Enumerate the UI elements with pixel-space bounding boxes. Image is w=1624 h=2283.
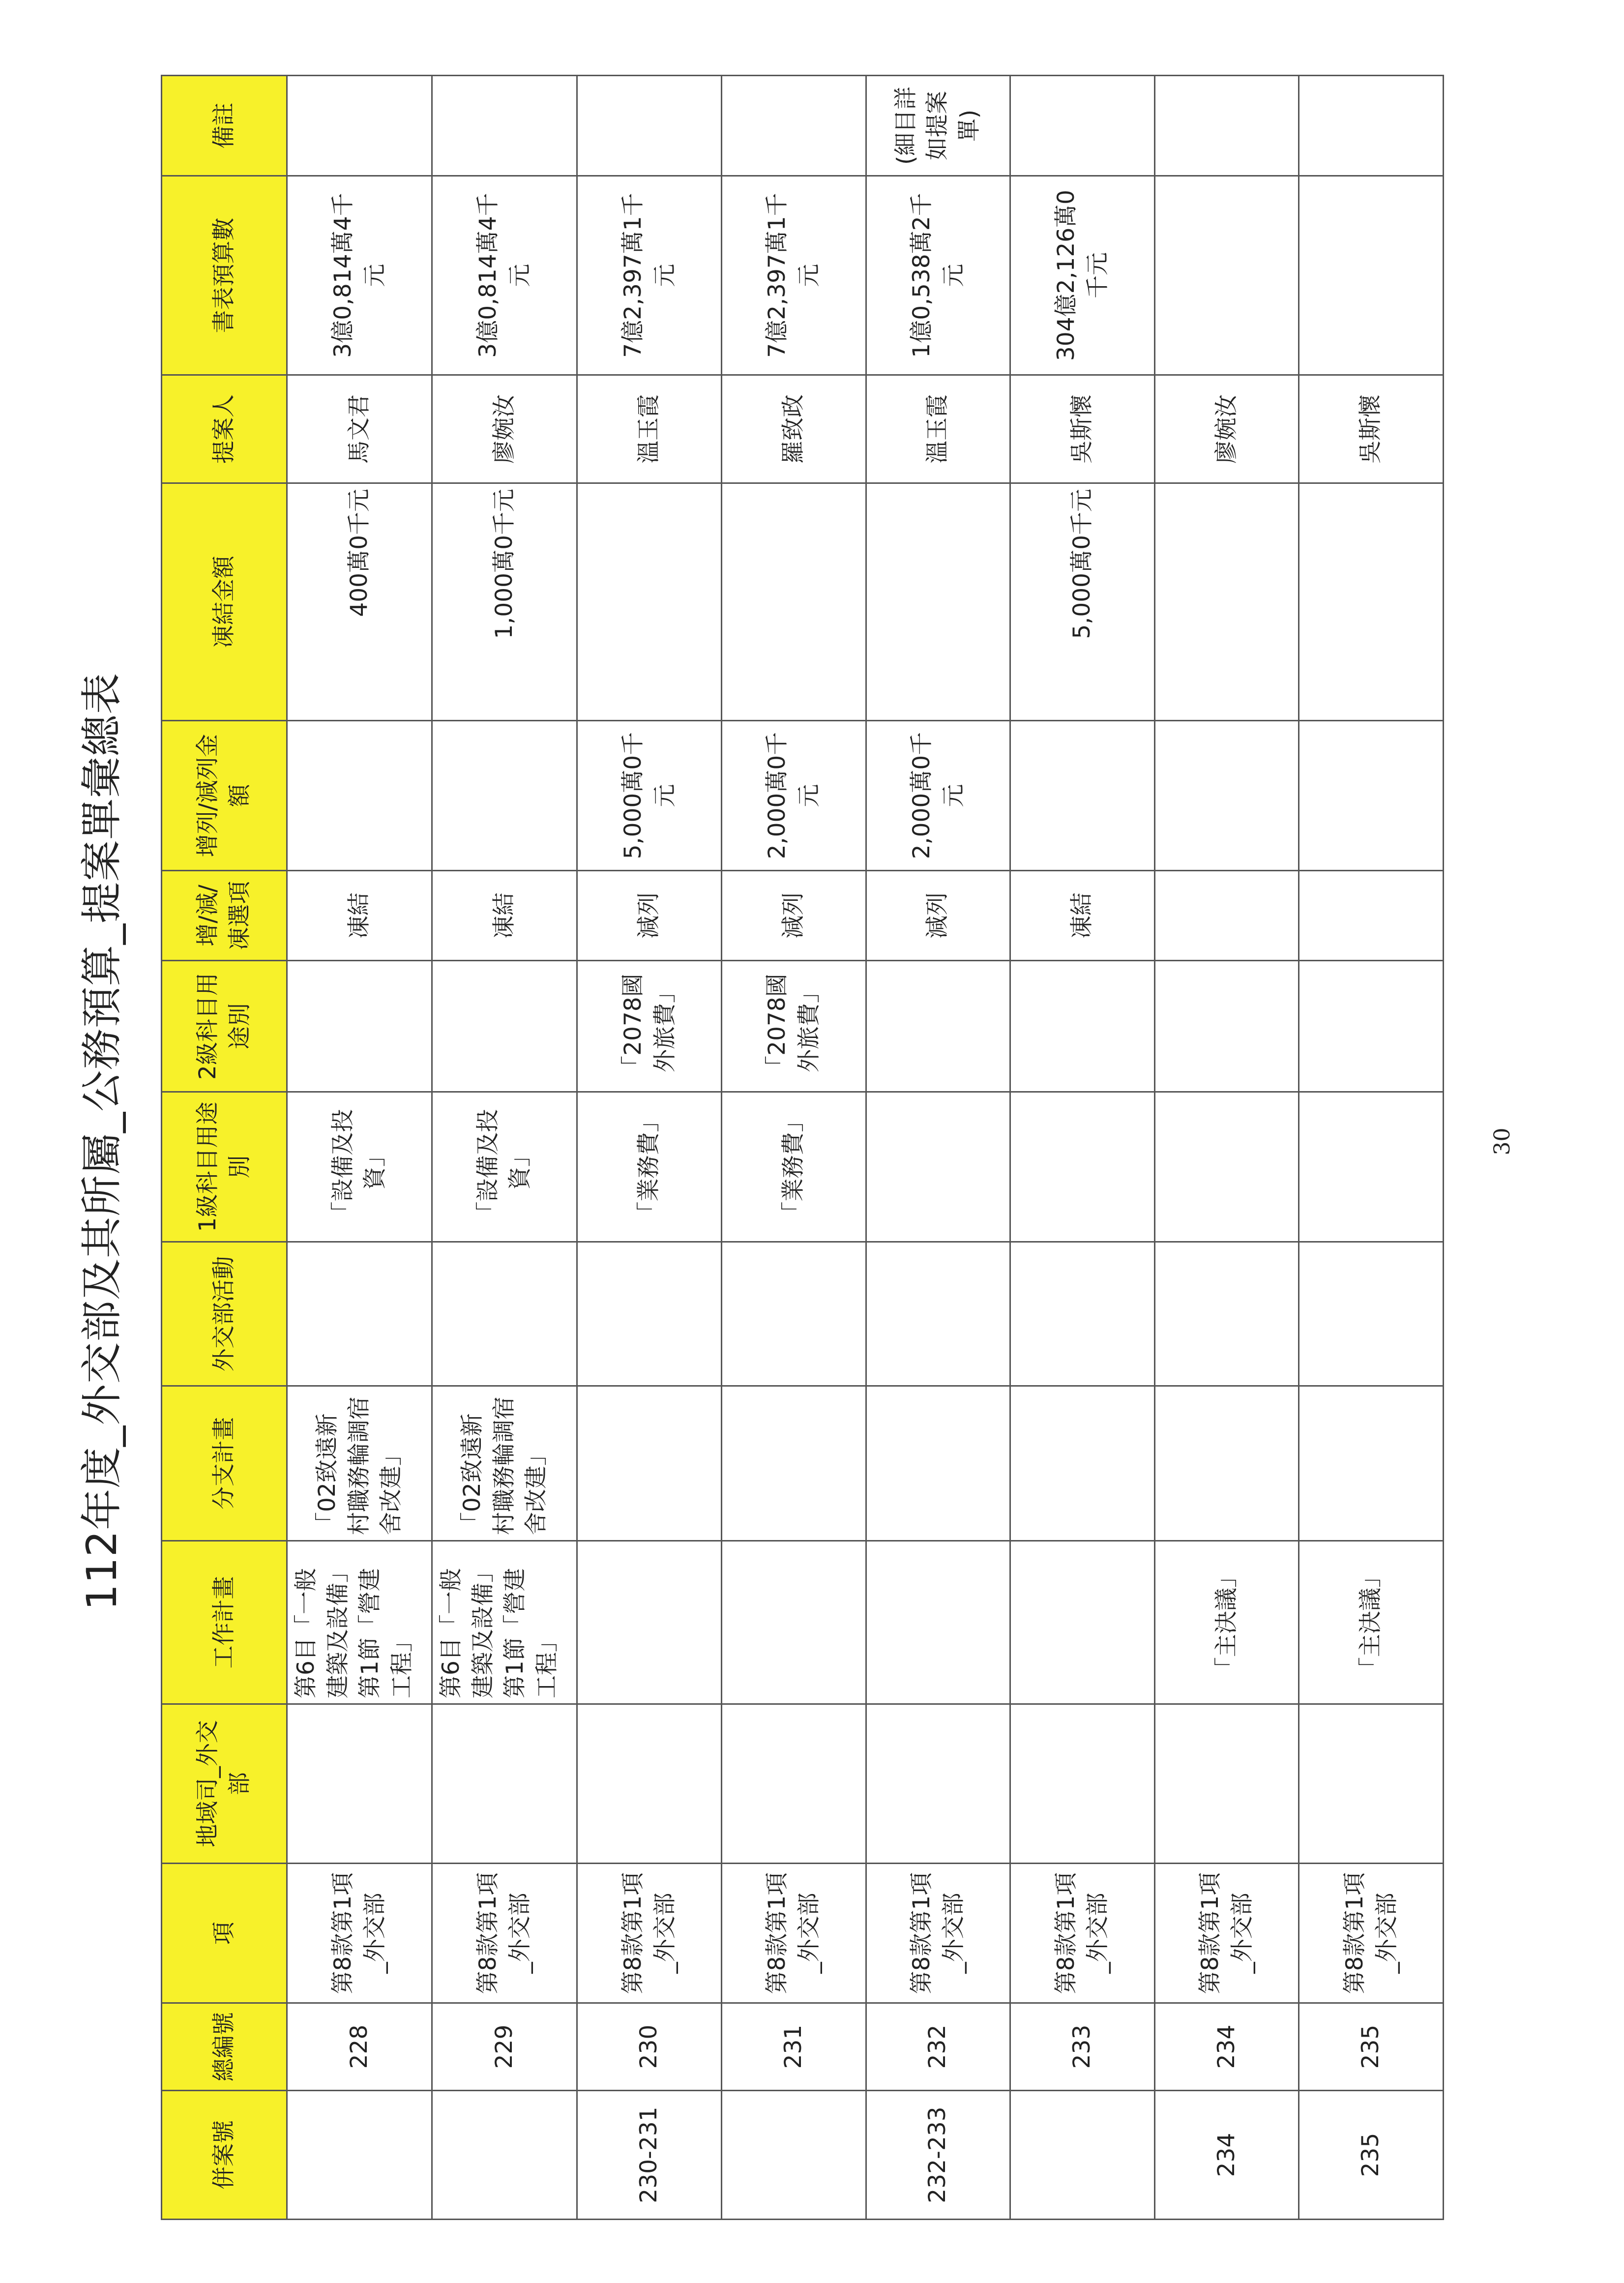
adjust-amount-cell <box>1010 721 1155 871</box>
table-row <box>287 76 432 2220</box>
note-cell <box>287 76 432 176</box>
col-header: 凍結金額 <box>162 483 287 721</box>
level2-cell <box>1010 961 1155 1092</box>
adjust-amount-cell <box>1154 721 1299 871</box>
activity-cell <box>1010 1242 1155 1386</box>
dept-cell <box>287 1704 432 1864</box>
proposer-cell: 馬文君 <box>287 375 432 483</box>
option-cell <box>1299 871 1444 961</box>
option-cell: 凍結 <box>432 871 577 961</box>
freeze-amount-cell <box>721 483 866 721</box>
dept-cell <box>866 1704 1010 1864</box>
table-row <box>1010 76 1155 2220</box>
item-cell: 第8款第1項_外交部 <box>577 1864 722 2003</box>
option-cell: 減列 <box>866 871 1010 961</box>
level1-cell: 「業務費」 <box>577 1092 722 1242</box>
serial-no-cell: 228 <box>287 2003 432 2091</box>
serial-no-cell: 232 <box>866 2003 1010 2091</box>
page-number: 30 <box>1490 1127 1515 1156</box>
merge-no-cell: 234 <box>1154 2091 1299 2220</box>
col-header: 分支計畫 <box>162 1386 287 1541</box>
adjust-amount-cell <box>432 721 577 871</box>
activity-cell <box>432 1242 577 1386</box>
work-plan-cell: 「主決議」 <box>1299 1541 1444 1704</box>
table-row <box>866 76 1010 2220</box>
work-plan-cell <box>1010 1541 1155 1704</box>
table-row <box>577 76 722 2220</box>
dept-cell <box>1154 1704 1299 1864</box>
note-cell <box>1299 76 1444 176</box>
merge-no-cell: 232-233 <box>866 2091 1010 2220</box>
proposer-cell: 溫玉霞 <box>866 375 1010 483</box>
dept-cell <box>1010 1704 1155 1864</box>
col-header: 地域司_外交部 <box>162 1704 287 1864</box>
sub-plan-cell <box>866 1386 1010 1541</box>
col-header: 總編號 <box>162 2003 287 2091</box>
serial-no-cell: 231 <box>721 2003 866 2091</box>
note-cell <box>1010 76 1155 176</box>
merge-no-cell: 230-231 <box>577 2091 722 2220</box>
dept-cell <box>432 1704 577 1864</box>
freeze-amount-cell <box>577 483 722 721</box>
work-plan-cell <box>721 1541 866 1704</box>
adjust-amount-cell: 2,000萬0千元 <box>866 721 1010 871</box>
budget-cell <box>1154 176 1299 375</box>
option-cell <box>1154 871 1299 961</box>
activity-cell <box>1154 1242 1299 1386</box>
dept-cell <box>1299 1704 1444 1864</box>
sub-plan-cell <box>1154 1386 1299 1541</box>
level2-cell: 「2078國外旅費」 <box>577 961 722 1092</box>
dept-cell <box>721 1704 866 1864</box>
level1-cell: 「設備及投資」 <box>287 1092 432 1242</box>
table-row <box>1299 76 1444 2220</box>
col-header: 2級科目用途別 <box>162 961 287 1092</box>
col-header: 外交部活動 <box>162 1242 287 1386</box>
level1-cell <box>1154 1092 1299 1242</box>
proposer-cell: 吳斯懷 <box>1010 375 1155 483</box>
level2-cell <box>866 961 1010 1092</box>
work-plan-cell: 「主決議」 <box>1154 1541 1299 1704</box>
activity-cell <box>1299 1242 1444 1386</box>
col-header: 增列/減列金額 <box>162 721 287 871</box>
note-cell <box>577 76 722 176</box>
col-header: 備註 <box>162 76 287 176</box>
option-cell: 減列 <box>721 871 866 961</box>
proposer-cell: 溫玉霞 <box>577 375 722 483</box>
budget-cell <box>1299 176 1444 375</box>
option-cell: 減列 <box>577 871 722 961</box>
merge-no-cell: 235 <box>1299 2091 1444 2220</box>
level2-cell <box>1154 961 1299 1092</box>
activity-cell <box>287 1242 432 1386</box>
dept-cell <box>577 1704 722 1864</box>
budget-cell: 3億0,814萬4千元 <box>432 176 577 375</box>
note-cell <box>432 76 577 176</box>
proposer-cell: 羅致政 <box>721 375 866 483</box>
option-cell: 凍結 <box>1010 871 1155 961</box>
col-header: 併案號 <box>162 2091 287 2220</box>
freeze-amount-cell: 1,000萬0千元 <box>432 483 577 721</box>
level1-cell: 「設備及投資」 <box>432 1092 577 1242</box>
merge-no-cell <box>1010 2091 1155 2220</box>
merge-no-cell <box>721 2091 866 2220</box>
budget-cell: 3億0,814萬4千元 <box>287 176 432 375</box>
work-plan-cell <box>866 1541 1010 1704</box>
col-header: 提案人 <box>162 375 287 483</box>
level2-cell <box>1299 961 1444 1092</box>
freeze-amount-cell <box>1154 483 1299 721</box>
budget-cell: 7億2,397萬1千元 <box>577 176 722 375</box>
table-row <box>721 76 866 2220</box>
table-row <box>432 76 577 2220</box>
level1-cell <box>866 1092 1010 1242</box>
item-cell: 第8款第1項_外交部 <box>1154 1864 1299 2003</box>
note-cell: (細目詳如提案單) <box>866 76 1010 176</box>
freeze-amount-cell <box>1299 483 1444 721</box>
option-cell: 凍結 <box>287 871 432 961</box>
page-title: 112年度_外交部及其所屬_公務預算_提案單彙總表 <box>78 672 126 1611</box>
item-cell: 第8款第1項_外交部 <box>721 1864 866 2003</box>
sub-plan-cell <box>577 1386 722 1541</box>
sub-plan-cell: 「02致遠新村職務輪調宿舍改建」 <box>287 1386 432 1541</box>
serial-no-cell: 233 <box>1010 2003 1155 2091</box>
adjust-amount-cell: 2,000萬0千元 <box>721 721 866 871</box>
col-header: 項 <box>162 1864 287 2003</box>
budget-cell: 304億2,126萬0千元 <box>1010 176 1155 375</box>
level2-cell: 「2078國外旅費」 <box>721 961 866 1092</box>
activity-cell <box>721 1242 866 1386</box>
freeze-amount-cell: 5,000萬0千元 <box>1010 483 1155 721</box>
col-header: 1級科目用途別 <box>162 1092 287 1242</box>
proposal-summary-table <box>161 75 1444 2220</box>
serial-no-cell: 229 <box>432 2003 577 2091</box>
item-cell: 第8款第1項_外交部 <box>1010 1864 1155 2003</box>
note-cell <box>1154 76 1299 176</box>
level2-cell <box>287 961 432 1092</box>
serial-no-cell: 235 <box>1299 2003 1444 2091</box>
work-plan-cell: 第6目「一般建築及設備」第1節「營建工程」 <box>287 1541 432 1704</box>
table-row <box>1154 76 1299 2220</box>
item-cell: 第8款第1項_外交部 <box>866 1864 1010 2003</box>
sub-plan-cell: 「02致遠新村職務輪調宿舍改建」 <box>432 1386 577 1541</box>
adjust-amount-cell <box>1299 721 1444 871</box>
level2-cell <box>432 961 577 1092</box>
activity-cell <box>866 1242 1010 1386</box>
proposer-cell: 吳斯懷 <box>1299 375 1444 483</box>
item-cell: 第8款第1項_外交部 <box>287 1864 432 2003</box>
col-header: 書表預算數 <box>162 176 287 375</box>
item-cell: 第8款第1項_外交部 <box>1299 1864 1444 2003</box>
proposer-cell: 廖婉汝 <box>432 375 577 483</box>
adjust-amount-cell <box>287 721 432 871</box>
sub-plan-cell <box>1010 1386 1155 1541</box>
level1-cell: 「業務費」 <box>721 1092 866 1242</box>
header-row <box>162 76 287 2220</box>
serial-no-cell: 234 <box>1154 2003 1299 2091</box>
merge-no-cell <box>287 2091 432 2220</box>
freeze-amount-cell <box>866 483 1010 721</box>
activity-cell <box>577 1242 722 1386</box>
item-cell: 第8款第1項_外交部 <box>432 1864 577 2003</box>
col-header: 增/減/凍選項 <box>162 871 287 961</box>
merge-no-cell <box>432 2091 577 2220</box>
col-header: 工作計畫 <box>162 1541 287 1704</box>
work-plan-cell <box>577 1541 722 1704</box>
sub-plan-cell <box>1299 1386 1444 1541</box>
serial-no-cell: 230 <box>577 2003 722 2091</box>
level1-cell <box>1299 1092 1444 1242</box>
level1-cell <box>1010 1092 1155 1242</box>
sub-plan-cell <box>721 1386 866 1541</box>
budget-cell: 1億0,538萬2千元 <box>866 176 1010 375</box>
work-plan-cell: 第6目「一般建築及設備」第1節「營建工程」 <box>432 1541 577 1704</box>
budget-cell: 7億2,397萬1千元 <box>721 176 866 375</box>
note-cell <box>721 76 866 176</box>
proposer-cell: 廖婉汝 <box>1154 375 1299 483</box>
freeze-amount-cell: 400萬0千元 <box>287 483 432 721</box>
adjust-amount-cell: 5,000萬0千元 <box>577 721 722 871</box>
